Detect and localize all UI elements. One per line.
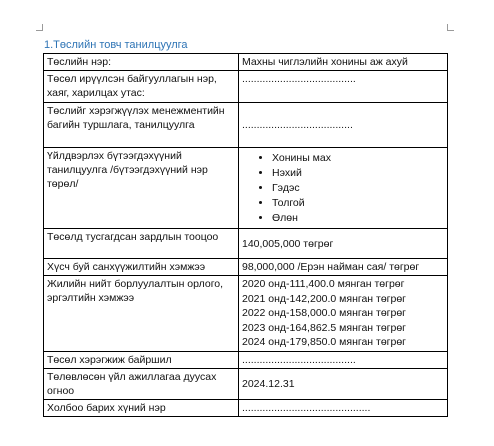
location-label: Төсөл хэрэгжиж байршил (44, 351, 239, 368)
products-label: Үйлдвэрлэх бүтээгдэхүүний танилцуулга /бүтээгдэхүүний нэр төрөл/ (44, 148, 239, 229)
revenue-line: 2022 онд-158,000.0 мянган төгрөг (242, 307, 407, 319)
requested-funding-label: Хүсч буй санхүүжилтийн хэмжээ (44, 259, 239, 276)
table-row (44, 399, 448, 416)
management-team-value: ...................................... (239, 103, 448, 148)
contact-person-value: ............................................ (239, 399, 448, 416)
annual-revenue-label: Жилийн нийт борлуулалтын орлого, эргэлтийн хэмжээ (44, 276, 239, 352)
table-row (44, 54, 448, 71)
project-name-value: Махны чиглэлийн хонины аж ахуй (239, 54, 448, 71)
contact-person-label: Холбоо барих хүний нэр (44, 399, 239, 416)
table-row (44, 229, 448, 259)
organization-value: ....................................... (239, 71, 448, 103)
project-name-label: Төслийн нэр: (44, 54, 239, 71)
annual-revenue-value (239, 276, 448, 352)
project-summary-table (43, 53, 448, 417)
products-list (242, 151, 444, 226)
table-row (44, 351, 448, 368)
list-item: • Нэхий (272, 166, 444, 181)
completion-date-label: Төлөвлөсөн үйл ажиллагаа дуусах огноо (44, 368, 239, 399)
requested-funding-value: 98,000,000 /Ерэн найман сая/ төгрөг (239, 259, 448, 276)
revenue-line: 2021 онд-142,200.0 мянган төгрөг (242, 292, 407, 305)
cost-estimate-label: Төсөлд тусгагдсан зардлын тооцоо (44, 229, 239, 259)
products-value (239, 148, 448, 229)
revenue-line: 2020 онд-111,400.0 мянган төгрөг (242, 278, 405, 290)
table-row (44, 148, 448, 229)
table-row (44, 368, 448, 399)
margin-mark-top-right (447, 24, 454, 31)
organization-label: Төсөл ирүүлсэн байгууллагын нэр, хаяг, харилцах утас: (44, 71, 239, 103)
table-row (44, 71, 448, 103)
table-row (44, 259, 448, 276)
completion-date-value: 2024.12.31 (239, 368, 448, 399)
list-item: • Хонины мах (272, 151, 444, 166)
list-item: • Толгой (272, 196, 444, 211)
margin-mark-top-left (36, 24, 43, 31)
section-heading: 1.Төслийн товч танилцуулга (44, 39, 188, 51)
revenue-line: 2023 онд-164,862.5 мянган төгрөг (242, 321, 407, 334)
revenue-line: 2024 онд-179,850.0 мянган төгрөг (242, 336, 407, 348)
list-item: • Өлөн (272, 211, 444, 226)
table-row (44, 276, 448, 352)
management-team-label: Төслийг хэрэгжүүлэх менежментийн багийн туршлага, танилцуулга (44, 103, 239, 148)
list-item: • Гэдэс (272, 181, 444, 196)
cost-estimate-value: 140,005,000 төгрөг (239, 229, 448, 259)
table-row (44, 103, 448, 148)
location-value: ....................................... (239, 351, 448, 368)
